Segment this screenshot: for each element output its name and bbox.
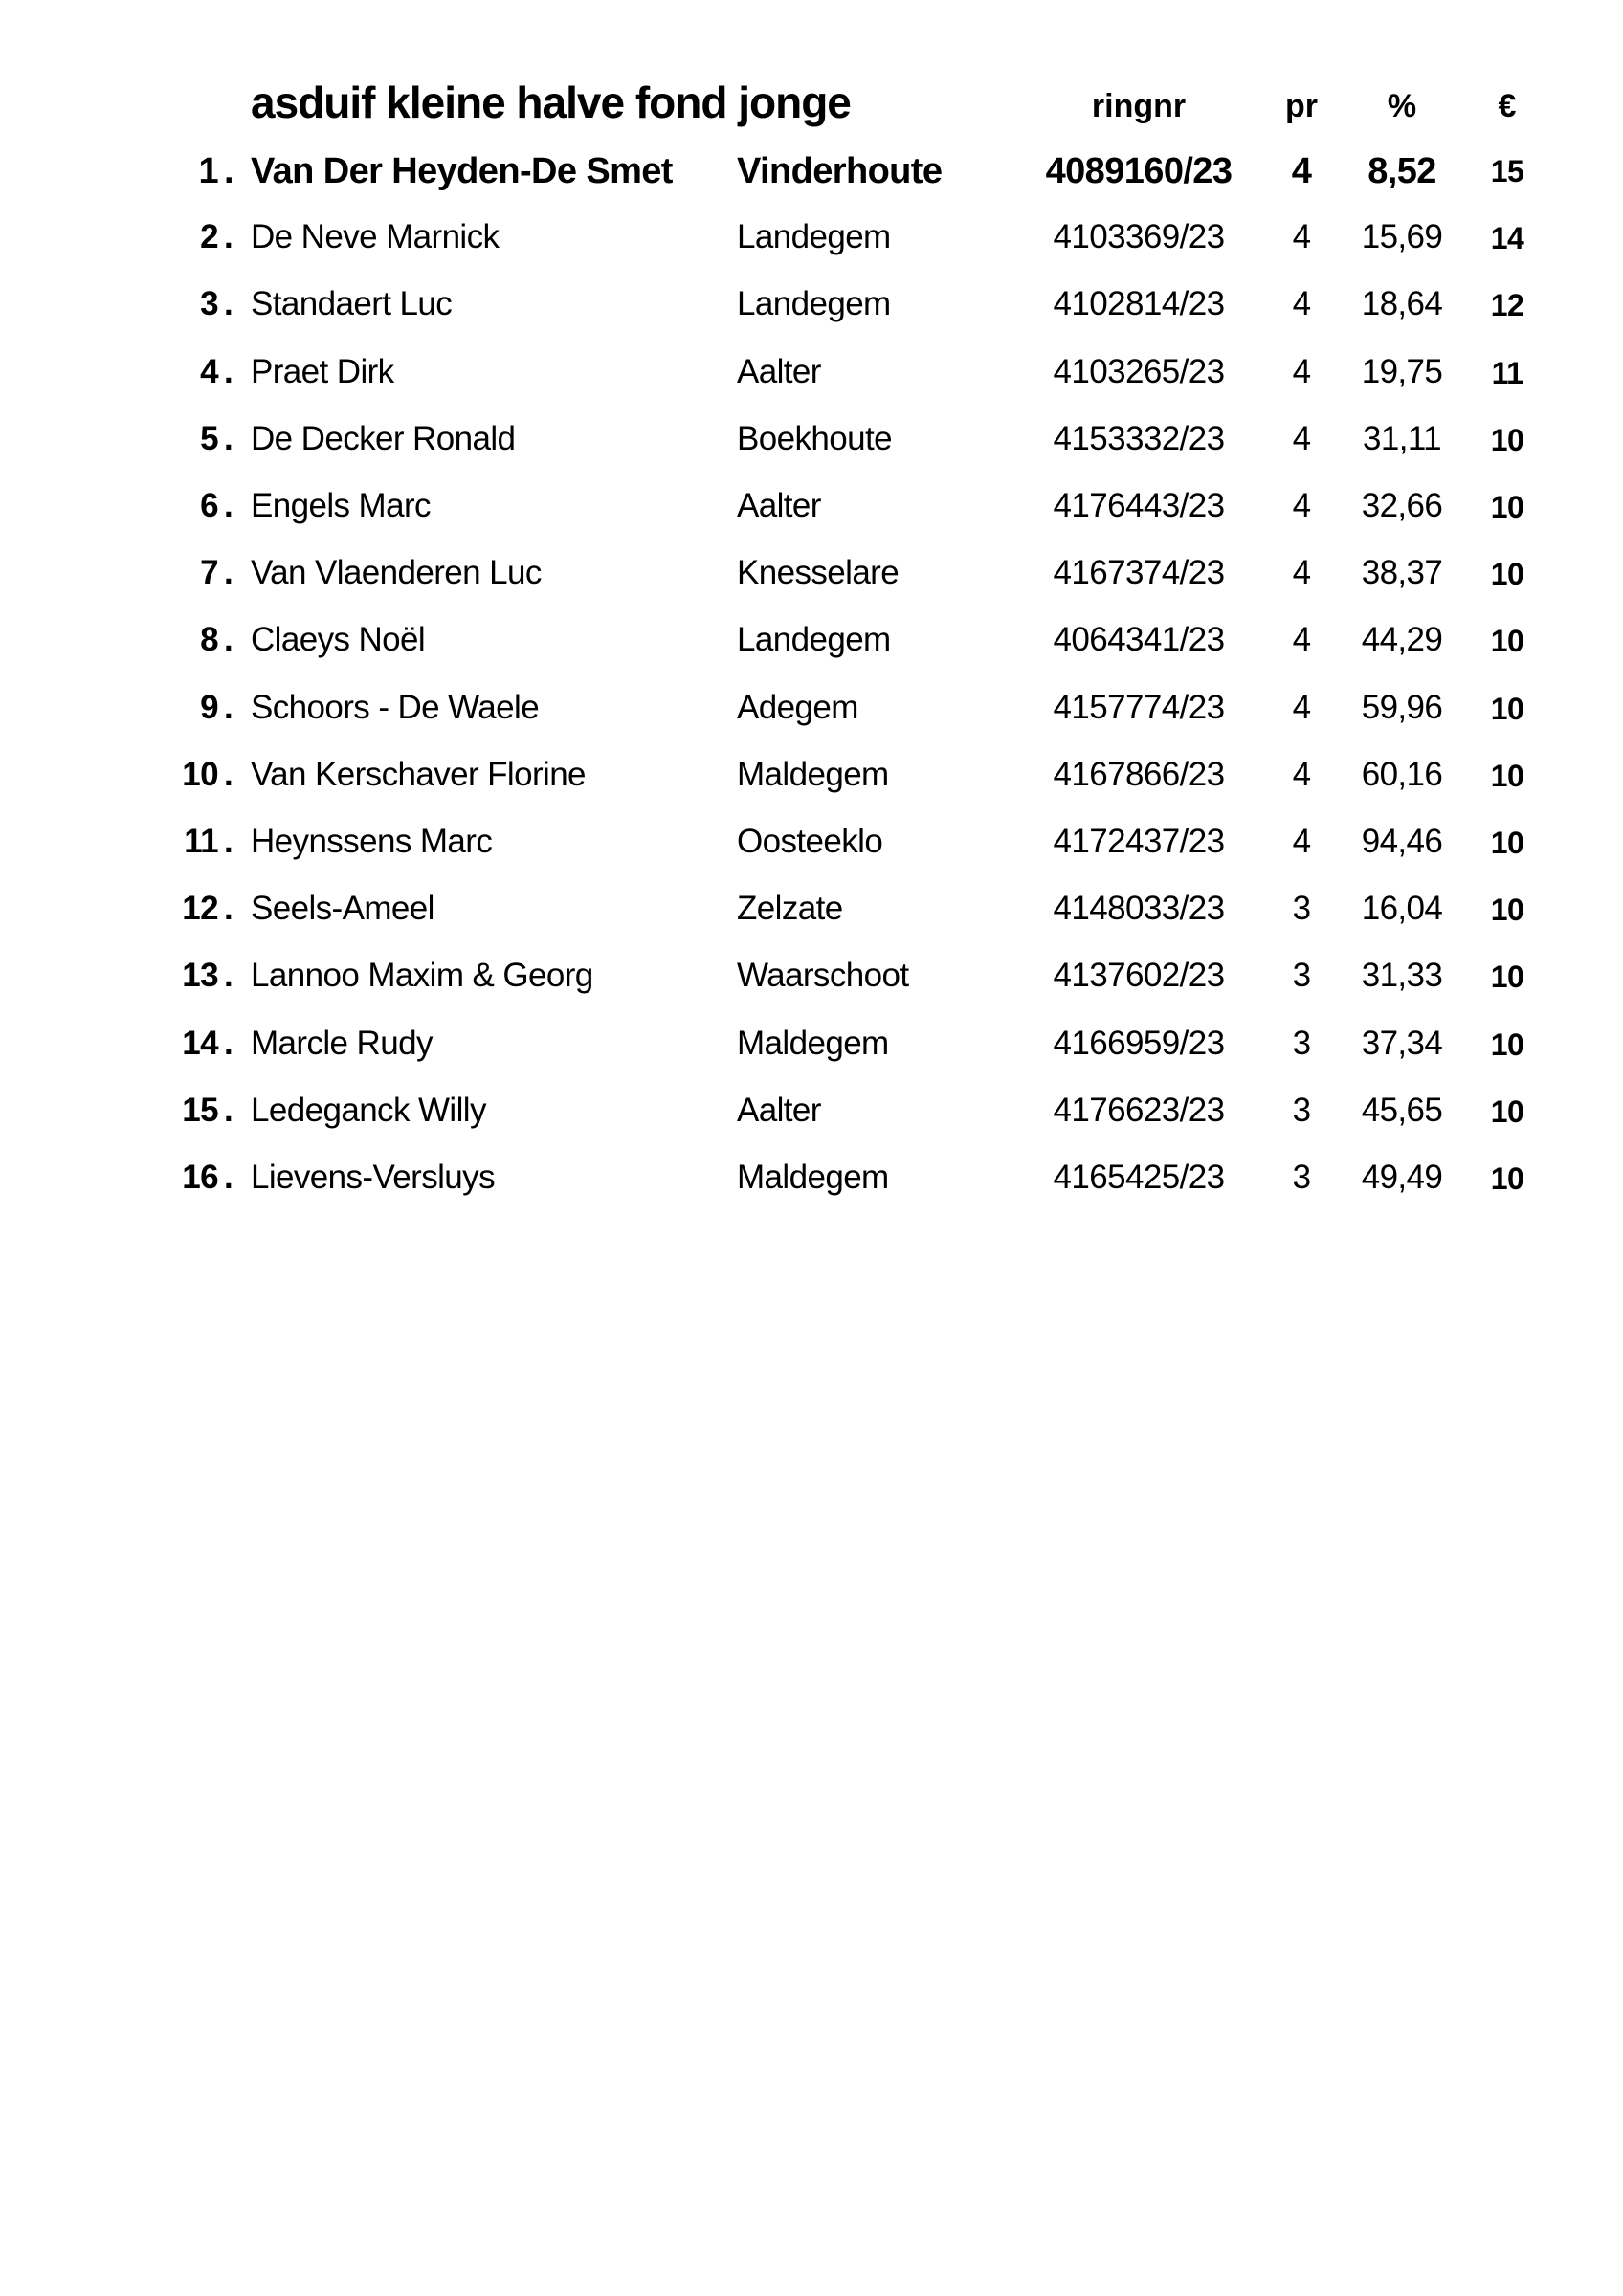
prize-euro-cell: 14: [1490, 221, 1524, 256]
table-row: [0, 823, 1623, 880]
ring-number-cell: 4064341/23: [1053, 621, 1225, 659]
prize-euro-cell: 15: [1490, 154, 1524, 188]
prize-euro-cell: 10: [1490, 422, 1524, 457]
city-cell: Oosteeklo: [737, 823, 883, 860]
separator-cell: .: [224, 688, 233, 726]
column-header-euro: €: [1498, 88, 1517, 124]
city-cell: Landegem: [737, 218, 891, 256]
ring-number-cell: 4172437/23: [1053, 823, 1225, 860]
rank-cell: 12: [182, 890, 218, 928]
prize-euro-cell: 10: [1490, 893, 1524, 928]
city-cell: Landegem: [737, 285, 891, 323]
ring-number-cell: 4165425/23: [1053, 1159, 1225, 1196]
pr-cell: 4: [1292, 419, 1311, 457]
table-row: [0, 689, 1623, 746]
prize-euro-cell: 10: [1490, 624, 1524, 659]
percent-cell: 49,49: [1361, 1159, 1443, 1196]
pr-cell: 4: [1292, 352, 1311, 390]
column-header-percent: %: [1387, 88, 1417, 124]
city-cell: Boekhoute: [737, 419, 892, 457]
pr-cell: 4: [1292, 487, 1311, 524]
percent-cell: 32,66: [1361, 487, 1443, 524]
page-title: asduif kleine halve fond jonge: [251, 77, 851, 127]
rank-cell: 7: [200, 554, 218, 592]
separator-cell: .: [224, 487, 233, 524]
ring-number-cell: 4167866/23: [1053, 755, 1225, 793]
percent-cell: 18,64: [1361, 285, 1443, 323]
separator-cell: .: [224, 352, 233, 390]
pr-cell: 4: [1292, 554, 1311, 592]
percent-cell: 60,16: [1361, 755, 1443, 793]
rank-cell: 10: [182, 755, 218, 793]
name-cell: De Neve Marnick: [251, 218, 500, 256]
prize-euro-cell: 10: [1490, 557, 1524, 592]
city-cell: Maldegem: [737, 755, 889, 793]
rank-cell: 11: [184, 823, 218, 860]
separator-cell: .: [224, 554, 233, 592]
separator-cell: .: [224, 285, 233, 323]
separator-cell: .: [224, 621, 233, 659]
rank-cell: 6: [200, 487, 218, 524]
rank-cell: 4: [200, 352, 218, 390]
pr-cell: 4: [1292, 285, 1311, 323]
ring-number-cell: 4103369/23: [1053, 218, 1225, 256]
percent-cell: 8,52: [1367, 151, 1436, 191]
prize-euro-cell: 10: [1490, 960, 1524, 995]
separator-cell: .: [224, 755, 233, 793]
ring-number-cell: 4102814/23: [1053, 285, 1225, 323]
percent-cell: 19,75: [1361, 352, 1443, 390]
prize-euro-cell: 10: [1490, 490, 1524, 524]
city-cell: Landegem: [737, 621, 891, 659]
city-cell: Zelzate: [737, 890, 843, 928]
table-row: [0, 218, 1623, 276]
city-cell: Vinderhoute: [737, 151, 943, 191]
pr-cell: 4: [1292, 823, 1311, 860]
table-row: [0, 487, 1623, 544]
table-row: [0, 621, 1623, 678]
ring-number-cell: 4176443/23: [1053, 487, 1225, 524]
pr-cell: 3: [1292, 1159, 1311, 1196]
rank-cell: 9: [200, 688, 218, 726]
city-cell: Waarschoot: [737, 957, 909, 995]
percent-cell: 94,46: [1361, 823, 1443, 860]
ring-number-cell: 4103265/23: [1053, 352, 1225, 390]
separator-cell: .: [224, 419, 233, 457]
city-cell: Knesselare: [737, 554, 900, 592]
city-cell: Maldegem: [737, 1159, 889, 1196]
city-cell: Aalter: [737, 1091, 821, 1129]
separator-cell: .: [224, 890, 233, 928]
separator-cell: .: [224, 218, 233, 256]
name-cell: Standaert Luc: [251, 285, 453, 323]
table-row: [0, 1092, 1623, 1149]
prize-euro-cell: 10: [1490, 1161, 1524, 1196]
pr-cell: 4: [1291, 151, 1312, 191]
name-cell: Praet Dirk: [251, 352, 394, 390]
table-row: [0, 151, 1623, 209]
name-cell: Lievens-Versluys: [251, 1159, 495, 1196]
ring-number-cell: 4167374/23: [1053, 554, 1225, 592]
percent-cell: 31,33: [1361, 957, 1443, 995]
pr-cell: 3: [1292, 1024, 1311, 1062]
percent-cell: 59,96: [1361, 688, 1443, 726]
ring-number-cell: 4157774/23: [1053, 688, 1225, 726]
pr-cell: 4: [1292, 755, 1311, 793]
column-header-pr: pr: [1285, 88, 1318, 124]
prize-euro-cell: 10: [1490, 1093, 1524, 1129]
separator-cell: .: [224, 1024, 233, 1062]
percent-cell: 37,34: [1361, 1024, 1443, 1062]
rank-cell: 14: [182, 1024, 218, 1062]
city-cell: Adegem: [737, 688, 858, 726]
table-row: [0, 554, 1623, 611]
rank-cell: 2: [200, 218, 218, 256]
prize-euro-cell: 10: [1490, 1027, 1524, 1062]
percent-cell: 45,65: [1361, 1091, 1443, 1129]
table-row: [0, 285, 1623, 342]
pr-cell: 4: [1292, 688, 1311, 726]
table-row: [0, 1025, 1623, 1082]
pr-cell: 4: [1292, 621, 1311, 659]
prize-euro-cell: 10: [1490, 826, 1524, 860]
pr-cell: 4: [1292, 218, 1311, 256]
name-cell: Engels Marc: [251, 487, 431, 524]
ring-number-cell: 4137602/23: [1053, 957, 1225, 995]
name-cell: Van Vlaenderen Luc: [251, 554, 542, 592]
separator-cell: .: [224, 1091, 233, 1129]
table-row: [0, 353, 1623, 410]
ring-number-cell: 4176623/23: [1053, 1091, 1225, 1129]
table-row: [0, 957, 1623, 1014]
name-cell: Lannoo Maxim & Georg: [251, 957, 593, 995]
separator-cell: .: [224, 1159, 233, 1196]
pr-cell: 3: [1292, 890, 1311, 928]
percent-cell: 44,29: [1361, 621, 1443, 659]
name-cell: Claeys Noël: [251, 621, 426, 659]
separator-cell: .: [224, 957, 233, 995]
table-row: [0, 756, 1623, 813]
percent-cell: 15,69: [1361, 218, 1443, 256]
percent-cell: 16,04: [1361, 890, 1443, 928]
city-cell: Aalter: [737, 487, 821, 524]
rank-cell: 1: [198, 151, 218, 191]
name-cell: Van Kerschaver Florine: [251, 755, 586, 793]
name-cell: Schoors - De Waele: [251, 688, 540, 726]
prize-euro-cell: 11: [1491, 355, 1523, 390]
table-row: [0, 1159, 1623, 1216]
rank-cell: 3: [200, 285, 218, 323]
name-cell: Ledeganck Willy: [251, 1091, 486, 1129]
rank-cell: 16: [182, 1159, 218, 1196]
ring-number-cell: 4148033/23: [1053, 890, 1225, 928]
rank-cell: 5: [200, 419, 218, 457]
name-cell: Marcle Rudy: [251, 1024, 433, 1062]
name-cell: Heynssens Marc: [251, 823, 493, 860]
prize-euro-cell: 12: [1490, 288, 1524, 323]
ring-number-cell: 4153332/23: [1053, 419, 1225, 457]
separator-cell: .: [224, 151, 233, 191]
rank-cell: 15: [182, 1091, 218, 1129]
percent-cell: 31,11: [1363, 419, 1441, 457]
prize-euro-cell: 10: [1490, 758, 1524, 793]
pr-cell: 3: [1292, 957, 1311, 995]
name-cell: Van Der Heyden-De Smet: [251, 151, 673, 191]
name-cell: Seels-Ameel: [251, 890, 434, 928]
percent-cell: 38,37: [1361, 554, 1443, 592]
table-row: [0, 890, 1623, 947]
prize-euro-cell: 10: [1490, 691, 1524, 726]
name-cell: De Decker Ronald: [251, 419, 516, 457]
rank-cell: 8: [200, 621, 218, 659]
rank-cell: 13: [182, 957, 218, 995]
ring-number-cell: 4089160/23: [1045, 151, 1233, 191]
city-cell: Maldegem: [737, 1024, 889, 1062]
separator-cell: .: [224, 823, 233, 860]
table-row: [0, 420, 1623, 477]
ring-number-cell: 4166959/23: [1053, 1024, 1225, 1062]
city-cell: Aalter: [737, 352, 821, 390]
column-header-ringnr: ringnr: [1091, 88, 1187, 124]
pr-cell: 3: [1292, 1091, 1311, 1129]
